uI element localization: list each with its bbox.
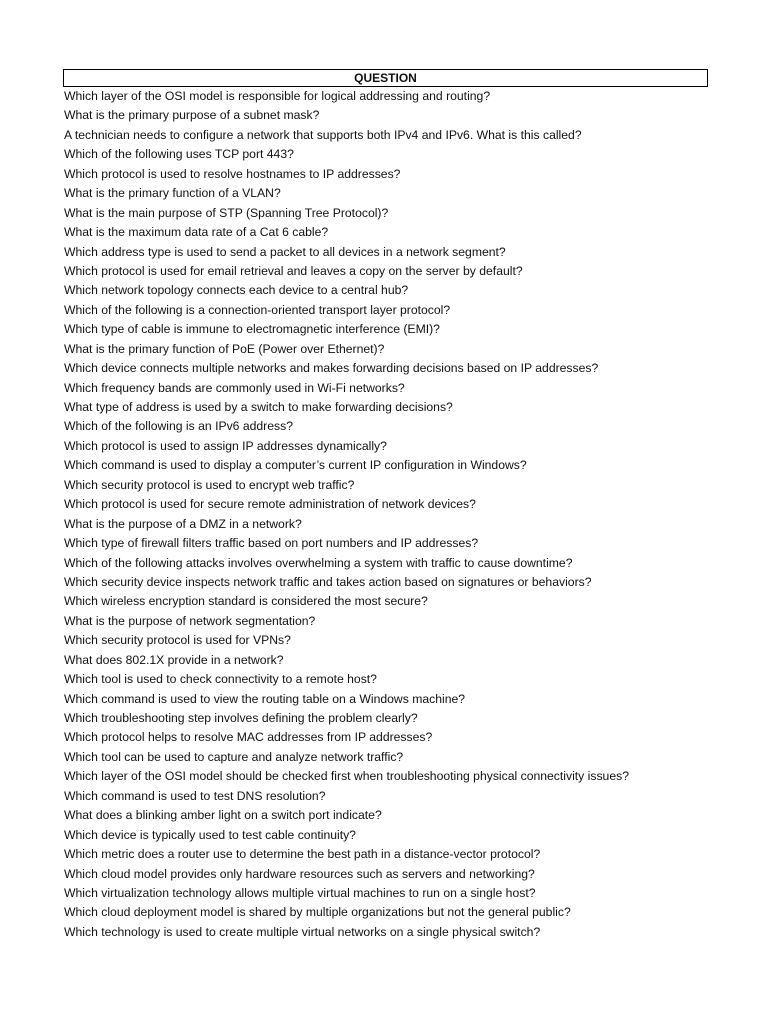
question-row: Which type of firewall filters traffic based on port numbers and IP addresses?: [64, 536, 479, 551]
question-row: Which wireless encryption standard is considered the most secure?: [64, 594, 428, 609]
question-row: What is the primary function of a VLAN?: [64, 186, 281, 201]
question-row: Which protocol is used for secure remote administration of network devices?: [64, 497, 476, 512]
question-row: What does a blinking amber light on a switch port indicate?: [64, 808, 382, 823]
question-row: What is the primary purpose of a subnet mask?: [64, 108, 320, 123]
question-row: Which protocol is used to assign IP addresses dynamically?: [64, 438, 387, 453]
question-row: Which of the following attacks involves overwhelming a system with traffic to cause downtime?: [64, 555, 573, 570]
question-row: Which address type is used to send a packet to all devices in a network segment?: [64, 244, 506, 259]
question-row: Which protocol is used to resolve hostnames to IP addresses?: [64, 166, 401, 181]
question-row: Which tool is used to check connectivity to a remote host?: [64, 672, 377, 687]
question-row: Which virtualization technology allows multiple virtual machines to run on a single host?: [64, 885, 536, 900]
question-row: Which command is used to view the routing table on a Windows machine?: [64, 691, 466, 706]
question-row: Which cloud model provides only hardware resources such as servers and networking?: [64, 866, 535, 881]
column-header-question: QUESTION: [63, 69, 708, 87]
question-row: Which technology is used to create multiple virtual networks on a single physical switch?: [64, 924, 541, 939]
question-row: Which type of cable is immune to electromagnetic interference (EMI)?: [64, 322, 440, 337]
question-row: Which network topology connects each device to a central hub?: [64, 283, 409, 298]
question-row: What is the maximum data rate of a Cat 6 cable?: [64, 225, 329, 240]
question-row: Which protocol helps to resolve MAC addresses from IP addresses?: [64, 730, 433, 745]
question-list: [63, 87, 708, 942]
question-row: Which command is used to test DNS resolution?: [64, 788, 326, 803]
question-row: What does 802.1X provide in a network?: [64, 652, 284, 667]
question-row: Which device is typically used to test cable continuity?: [64, 827, 356, 842]
question-row: Which frequency bands are commonly used in Wi-Fi networks?: [64, 380, 405, 395]
question-row: Which cloud deployment model is shared by multiple organizations but not the general public?: [64, 905, 571, 920]
question-row: Which of the following is a connection-oriented transport layer protocol?: [64, 302, 451, 317]
question-table: [63, 69, 708, 942]
question-row: What is the purpose of network segmentation?: [64, 613, 316, 628]
question-row: Which device connects multiple networks and makes forwarding decisions based on IP addresses?: [64, 361, 599, 376]
question-row: Which metric does a router use to determine the best path in a distance-vector protocol?: [64, 847, 541, 862]
question-row: What is the purpose of a DMZ in a network?: [64, 516, 302, 531]
question-row: Which security protocol is used to encrypt web traffic?: [64, 477, 355, 492]
question-row: Which security device inspects network traffic and takes action based on signatures or behaviors?: [64, 574, 592, 589]
question-row: Which troubleshooting step involves defining the problem clearly?: [64, 711, 418, 725]
question-row: What is the primary function of PoE (Power over Ethernet)?: [64, 341, 385, 356]
question-row: Which tool can be used to capture and analyze network traffic?: [64, 749, 404, 764]
question-row: Which of the following is an IPv6 address?: [64, 419, 293, 434]
question-row: What is the main purpose of STP (Spanning Tree Protocol)?: [64, 205, 389, 220]
question-row: Which layer of the OSI model is responsible for logical addressing and routing?: [64, 89, 491, 103]
question-row: A technician needs to configure a network that supports both IPv4 and IPv6. What is this called?: [64, 127, 582, 142]
question-row: What type of address is used by a switch to make forwarding decisions?: [64, 400, 453, 414]
question-row: Which command is used to display a computer’s current IP configuration in Windows?: [64, 458, 527, 473]
question-row: Which protocol is used for email retrieval and leaves a copy on the server by default?: [64, 263, 523, 278]
question-row: Which security protocol is used for VPNs?: [64, 633, 291, 648]
question-row: Which layer of the OSI model should be checked first when troubleshooting physical connectivity issues?: [64, 769, 629, 784]
question-row: Which of the following uses TCP port 443?: [64, 147, 294, 162]
